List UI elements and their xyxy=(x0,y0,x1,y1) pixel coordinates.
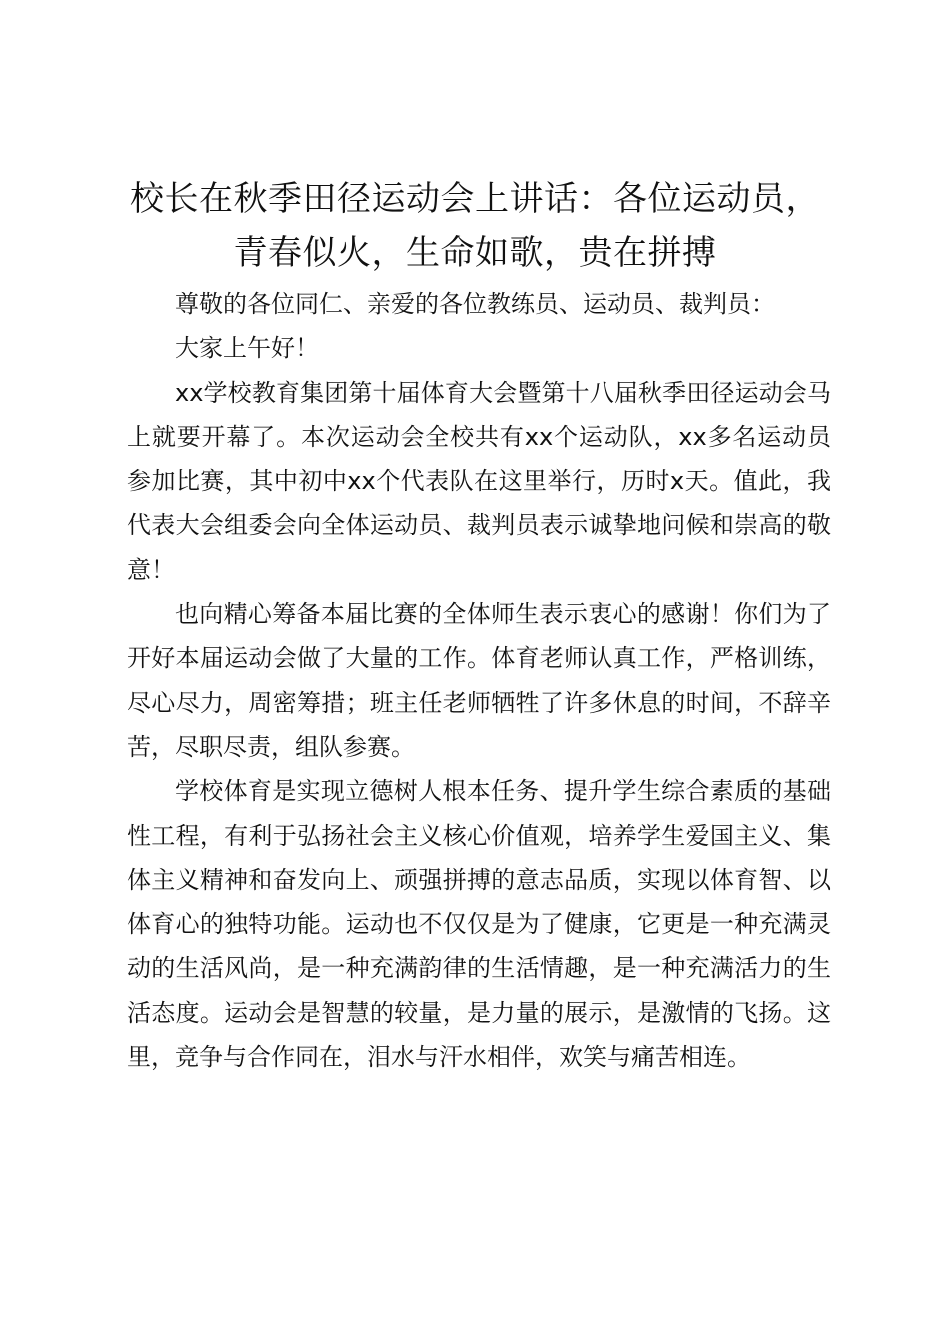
paragraph: 也向精心筹备本届比赛的全体师生表示衷心的感谢！你们为了开好本届运动会做了大量的工作。体育老师认真工作，严格训练，尽心尽力，周密筹措；班主任老师牺牲了许多休息的时间，不辞辛苦，尽职尽责，组队参赛。 xyxy=(127,600,831,761)
document-title xyxy=(110,172,840,280)
salutation: 尊敬的各位同仁、亲爱的各位教练员、运动员、裁判员： xyxy=(175,290,775,318)
paragraph: xx学校教育集团第十届体育大会暨第十八届秋季田径运动会马上就要开幕了。本次运动会全校共有xx个运动队，xx多名运动员参加比赛，其中初中xx个代表队在这里举行，历时x天。值此，我代表大会组委会向全体运动员、裁判员表示诚挚地问候和崇高的敬意！ xyxy=(127,378,831,584)
paragraph: 学校体育是实现立德树人根本任务、提升学生综合素质的基础性工程，有利于弘扬社会主义核心价值观，培养学生爱国主义、集体主义精神和奋发向上、顽强拼搏的意志品质，实现以体育智、以体育心的独特功能。运动也不仅仅是为了健康，它更是一种充满灵动的生活风尚，是一种充满韵律的生活情趣，是一种充满活力的生活态度。运动会是智慧的较量，是力量的展示，是激情的飞扬。这里，竞争与合作同在，泪水与汗水相伴，欢笑与痛苦相连。 xyxy=(127,777,831,1072)
greeting: 大家上午好！ xyxy=(175,334,319,363)
title-line-1: 校长在秋季田径运动会上讲话：各位运动员， xyxy=(130,179,820,219)
title-line-2: 青春似火，生命如歌，贵在拼搏 xyxy=(233,233,717,273)
document-body xyxy=(127,282,831,1079)
